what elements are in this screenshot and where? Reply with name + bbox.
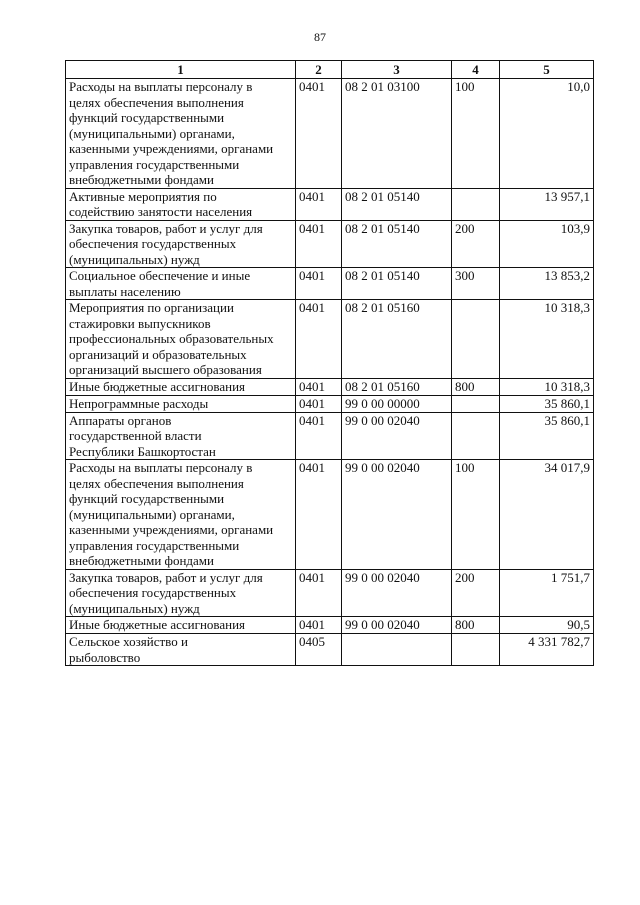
- table-row: [66, 460, 594, 570]
- row-section: 0401: [296, 188, 342, 220]
- row-code: 08 2 01 05140: [342, 220, 452, 268]
- row-section: 0401: [296, 569, 342, 617]
- row-code: [342, 634, 452, 666]
- row-name: Мероприятия по организации стажировки выпускников профессиональных образовательных организаций и образовательных организаций высшего образования: [69, 300, 274, 377]
- row-code: 08 2 01 05140: [342, 268, 452, 300]
- column-header-4: 4: [452, 61, 500, 79]
- row-amount: 10,0: [500, 79, 594, 189]
- column-header-3: 3: [342, 61, 452, 79]
- table-row: [66, 634, 594, 666]
- table-row: [66, 188, 594, 220]
- row-section: 0401: [296, 617, 342, 634]
- column-header-1: 1: [66, 61, 296, 79]
- row-name-cell: [66, 634, 296, 666]
- row-name-cell: [66, 220, 296, 268]
- row-section: 0401: [296, 460, 342, 570]
- row-amount: 13 853,2: [500, 268, 594, 300]
- row-code: 99 0 00 02040: [342, 617, 452, 634]
- row-amount: 35 860,1: [500, 395, 594, 412]
- row-name-cell: [66, 268, 296, 300]
- row-name: Социальное обеспечение и иные выплаты населению: [69, 268, 251, 299]
- table-row: [66, 79, 594, 189]
- table-row: [66, 268, 594, 300]
- row-name-cell: [66, 395, 296, 412]
- column-header-2: 2: [296, 61, 342, 79]
- row-name: Сельское хозяйство и рыболовство: [69, 634, 188, 665]
- row-amount: 34 017,9: [500, 460, 594, 570]
- row-code: 99 0 00 02040: [342, 460, 452, 570]
- row-section: 0401: [296, 79, 342, 189]
- row-name: Непрограммные расходы: [69, 395, 209, 411]
- row-name-cell: [66, 569, 296, 617]
- table-header-row: [66, 61, 594, 79]
- table-row: [66, 220, 594, 268]
- row-type: [452, 188, 500, 220]
- row-amount: 10 318,3: [500, 300, 594, 379]
- row-type: [452, 300, 500, 379]
- row-name: Закупка товаров, работ и услуг для обеспечения государственных (муниципальных) нужд: [69, 220, 263, 267]
- row-name: Закупка товаров, работ и услуг для обеспечения государственных (муниципальных) нужд: [69, 569, 263, 616]
- row-type: 800: [452, 378, 500, 395]
- row-type: 200: [452, 569, 500, 617]
- row-type: [452, 395, 500, 412]
- row-name-cell: [66, 300, 296, 379]
- row-section: 0401: [296, 378, 342, 395]
- row-name-cell: [66, 188, 296, 220]
- table-row: [66, 412, 594, 460]
- row-amount: 1 751,7: [500, 569, 594, 617]
- row-name-cell: [66, 460, 296, 570]
- row-name-cell: [66, 617, 296, 634]
- row-type: [452, 412, 500, 460]
- row-amount: 4 331 782,7: [500, 634, 594, 666]
- row-code: 08 2 01 05160: [342, 300, 452, 379]
- row-section: 0405: [296, 634, 342, 666]
- row-type: 200: [452, 220, 500, 268]
- row-type: [452, 634, 500, 666]
- row-code: 99 0 00 02040: [342, 569, 452, 617]
- row-name: Активные мероприятия по содействию занятости населения: [69, 188, 253, 219]
- row-code: 99 0 00 00000: [342, 395, 452, 412]
- row-name: Расходы на выплаты персоналу в целях обеспечения выполнения функций государственными (муниципальными) органами, казенными учреждениями, органами управления государственными внебюджетными фондами: [69, 460, 274, 568]
- row-type: 300: [452, 268, 500, 300]
- table-row: [66, 300, 594, 379]
- row-name: Расходы на выплаты персоналу в целях обеспечения выполнения функций государственными (муниципальными) органами, казенными учреждениями, органами управления государственными внебюджетными фондами: [69, 79, 274, 187]
- row-section: 0401: [296, 395, 342, 412]
- row-code: 08 2 01 05140: [342, 188, 452, 220]
- row-code: 08 2 01 03100: [342, 79, 452, 189]
- row-type: 100: [452, 460, 500, 570]
- row-section: 0401: [296, 300, 342, 379]
- page-number: 87: [314, 30, 326, 44]
- table-row: [66, 378, 594, 395]
- budget-table: [65, 60, 594, 666]
- row-section: 0401: [296, 220, 342, 268]
- row-name-cell: [66, 79, 296, 189]
- row-code: 99 0 00 02040: [342, 412, 452, 460]
- row-type: 800: [452, 617, 500, 634]
- row-name-cell: [66, 412, 296, 460]
- row-amount: 10 318,3: [500, 378, 594, 395]
- row-amount: 35 860,1: [500, 412, 594, 460]
- row-name: Аппараты органов государственной власти Республики Башкортостан: [69, 412, 216, 459]
- row-name: Иные бюджетные ассигнования: [69, 378, 246, 394]
- column-header-5: 5: [500, 61, 594, 79]
- row-section: 0401: [296, 412, 342, 460]
- row-amount: 90,5: [500, 617, 594, 634]
- row-code: 08 2 01 05160: [342, 378, 452, 395]
- table-row: [66, 569, 594, 617]
- row-type: 100: [452, 79, 500, 189]
- table-row: [66, 395, 594, 412]
- row-section: 0401: [296, 268, 342, 300]
- table-row: [66, 617, 594, 634]
- row-name-cell: [66, 378, 296, 395]
- row-name: Иные бюджетные ассигнования: [69, 617, 246, 632]
- row-amount: 103,9: [500, 220, 594, 268]
- row-amount: 13 957,1: [500, 188, 594, 220]
